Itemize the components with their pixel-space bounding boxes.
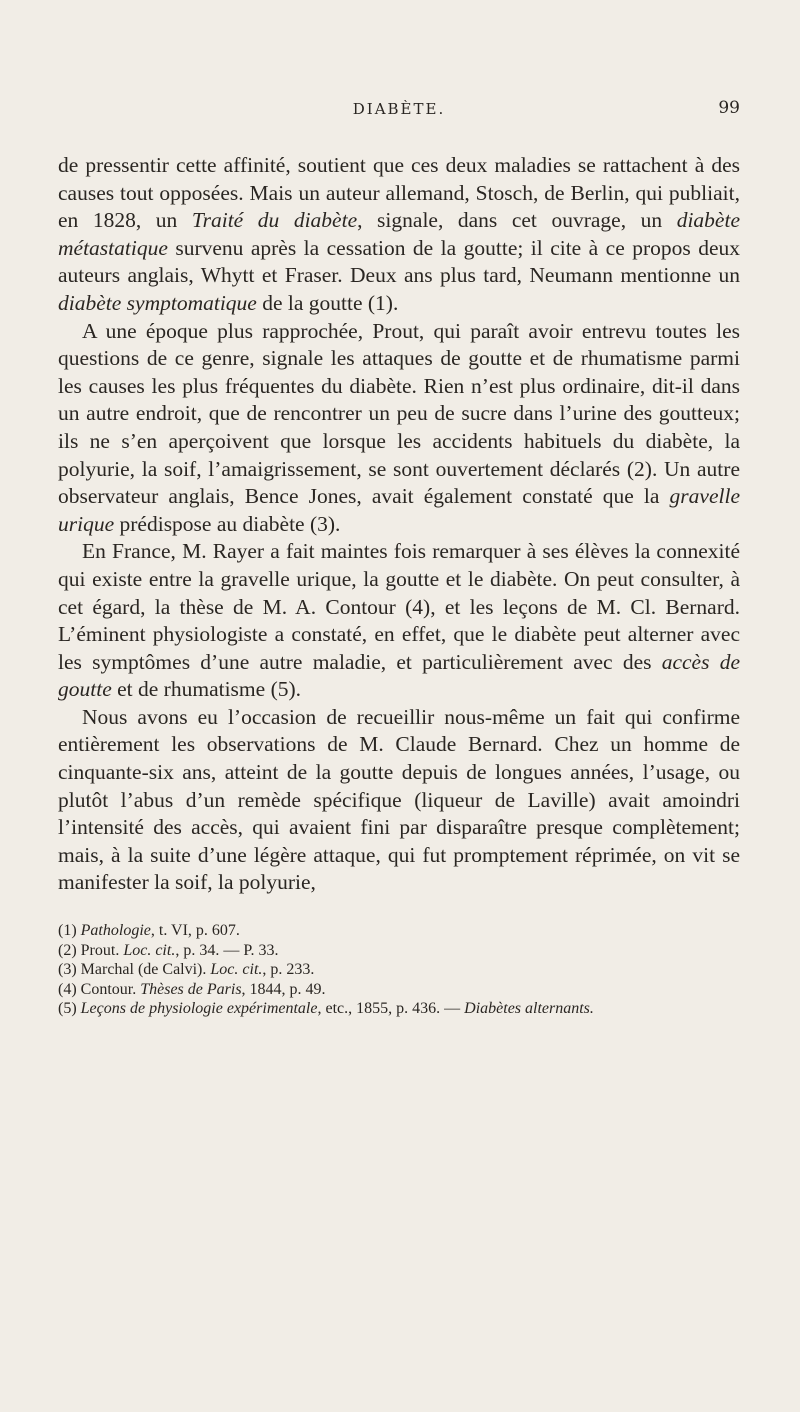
page-number: 99	[718, 98, 740, 118]
text-run: En France, M. Rayer a fait maintes fois remarquer à ses élèves la connexité qui existe entre la gravelle urique, la goutte et le diabète. On peut consulter, à cet égard, la thèse de M. A. Contour (4), et les leçons de M. Cl. Bernard. L’éminent physiologiste a constaté, en effet, que le diabète peut alterner avec les symptômes d’une autre maladie, et particulièrement avec des	[58, 539, 740, 674]
italic-text: Loc. cit.	[123, 941, 176, 959]
text-run: (5)	[58, 1000, 81, 1018]
footnote-1	[58, 921, 740, 941]
text-run: , 1844, p. 49.	[241, 980, 326, 998]
footnotes	[58, 921, 740, 1019]
italic-text: Diabètes alternants.	[464, 1000, 594, 1018]
italic-text: diabète symptomatique	[58, 290, 257, 315]
italic-text: Thèses de Paris	[140, 980, 242, 998]
paragraph-1	[58, 152, 740, 318]
text-run: (1)	[58, 922, 81, 940]
running-head	[58, 60, 740, 118]
text-run: et de rhumatisme (5).	[111, 677, 302, 702]
text-run: prédispose au diabète (3).	[114, 511, 341, 536]
text-run: (3) Marchal (de Calvi).	[58, 961, 211, 979]
text-run: survenu après la cessation de la goutte; il cite à ce propos deux auteurs anglais, Whytt et Fraser. Deux ans plus tard, Neumann mentionne un	[58, 235, 740, 288]
text-run: , p. 233.	[262, 961, 315, 979]
paragraph-3	[58, 538, 740, 704]
text-run: de la goutte (1).	[256, 290, 399, 315]
footnote-5	[58, 999, 740, 1019]
italic-text: accès de goutte	[58, 649, 740, 702]
italic-text: Pathologie	[80, 922, 151, 940]
text-run: , t. VI, p. 607.	[150, 922, 240, 940]
footnote-4	[58, 980, 740, 1000]
italic-text: Traité du diabète	[191, 208, 358, 233]
text-run: , signale, dans cet ouvrage, un	[357, 208, 677, 233]
italic-text: Leçons de physiologie expérimentale	[80, 1000, 318, 1018]
paragraph-2	[58, 318, 740, 539]
footnote-2	[58, 941, 740, 961]
italic-text: gravelle urique	[58, 484, 740, 536]
body-text	[58, 152, 740, 897]
running-head-title: DIABÈTE.	[352, 100, 446, 118]
text-run: Nous avons eu l’occasion de recueillir nous-même un fait qui confirme entièrement les observations de M. Claude Bernard. Chez un homme de cinquante-six ans, atteint de la goutte depuis de longues années, l’usage, ou plutôt l’abus d’un remède spécifique (liqueur de Laville) avait amoindri l’intensité des accès, qui avaient fini par disparaître presque complètement; mais, à la suite d’une légère attaque, qui fut promptement réprimée, on vit se manifester la soif, la polyurie,	[58, 704, 740, 895]
footnote-3	[58, 960, 740, 980]
book-page	[58, 60, 740, 1019]
text-run: (4) Contour.	[58, 980, 141, 998]
italic-text: diabète métastatique	[58, 208, 740, 260]
text-run: (2) Prout.	[58, 941, 124, 959]
text-run: de pressentir cette affinité, soutient que ces deux maladies se rattachent à des causes tout opposées. Mais un auteur allemand, Stosch, de Berlin, qui publiait, en 1828, un	[58, 153, 740, 233]
text-run: , p. 34. — P. 33.	[175, 941, 279, 959]
text-run: A une époque plus rapprochée, Prout, qui paraît avoir entrevu toutes les questions de ce genre, signale les attaques de goutte et de rhumatisme parmi les causes les plus fréquentes du diabète. Rien n’est plus ordinaire, dit-il dans un autre endroit, que de rencontrer un peu de sucre dans l’urine des goutteux; ils ne s’en aperçoivent que lorsque les accidents habituels du diabète, la polyurie, la soif, l’amaigrissement, se sont ouvertement déclarés (2). Un autre observateur anglais, Bence Jones, avait également constaté que la	[58, 318, 740, 509]
italic-text: Loc. cit.	[210, 961, 263, 979]
paragraph-4	[58, 704, 740, 897]
text-run: , etc., 1855, p. 436. —	[317, 1000, 465, 1018]
